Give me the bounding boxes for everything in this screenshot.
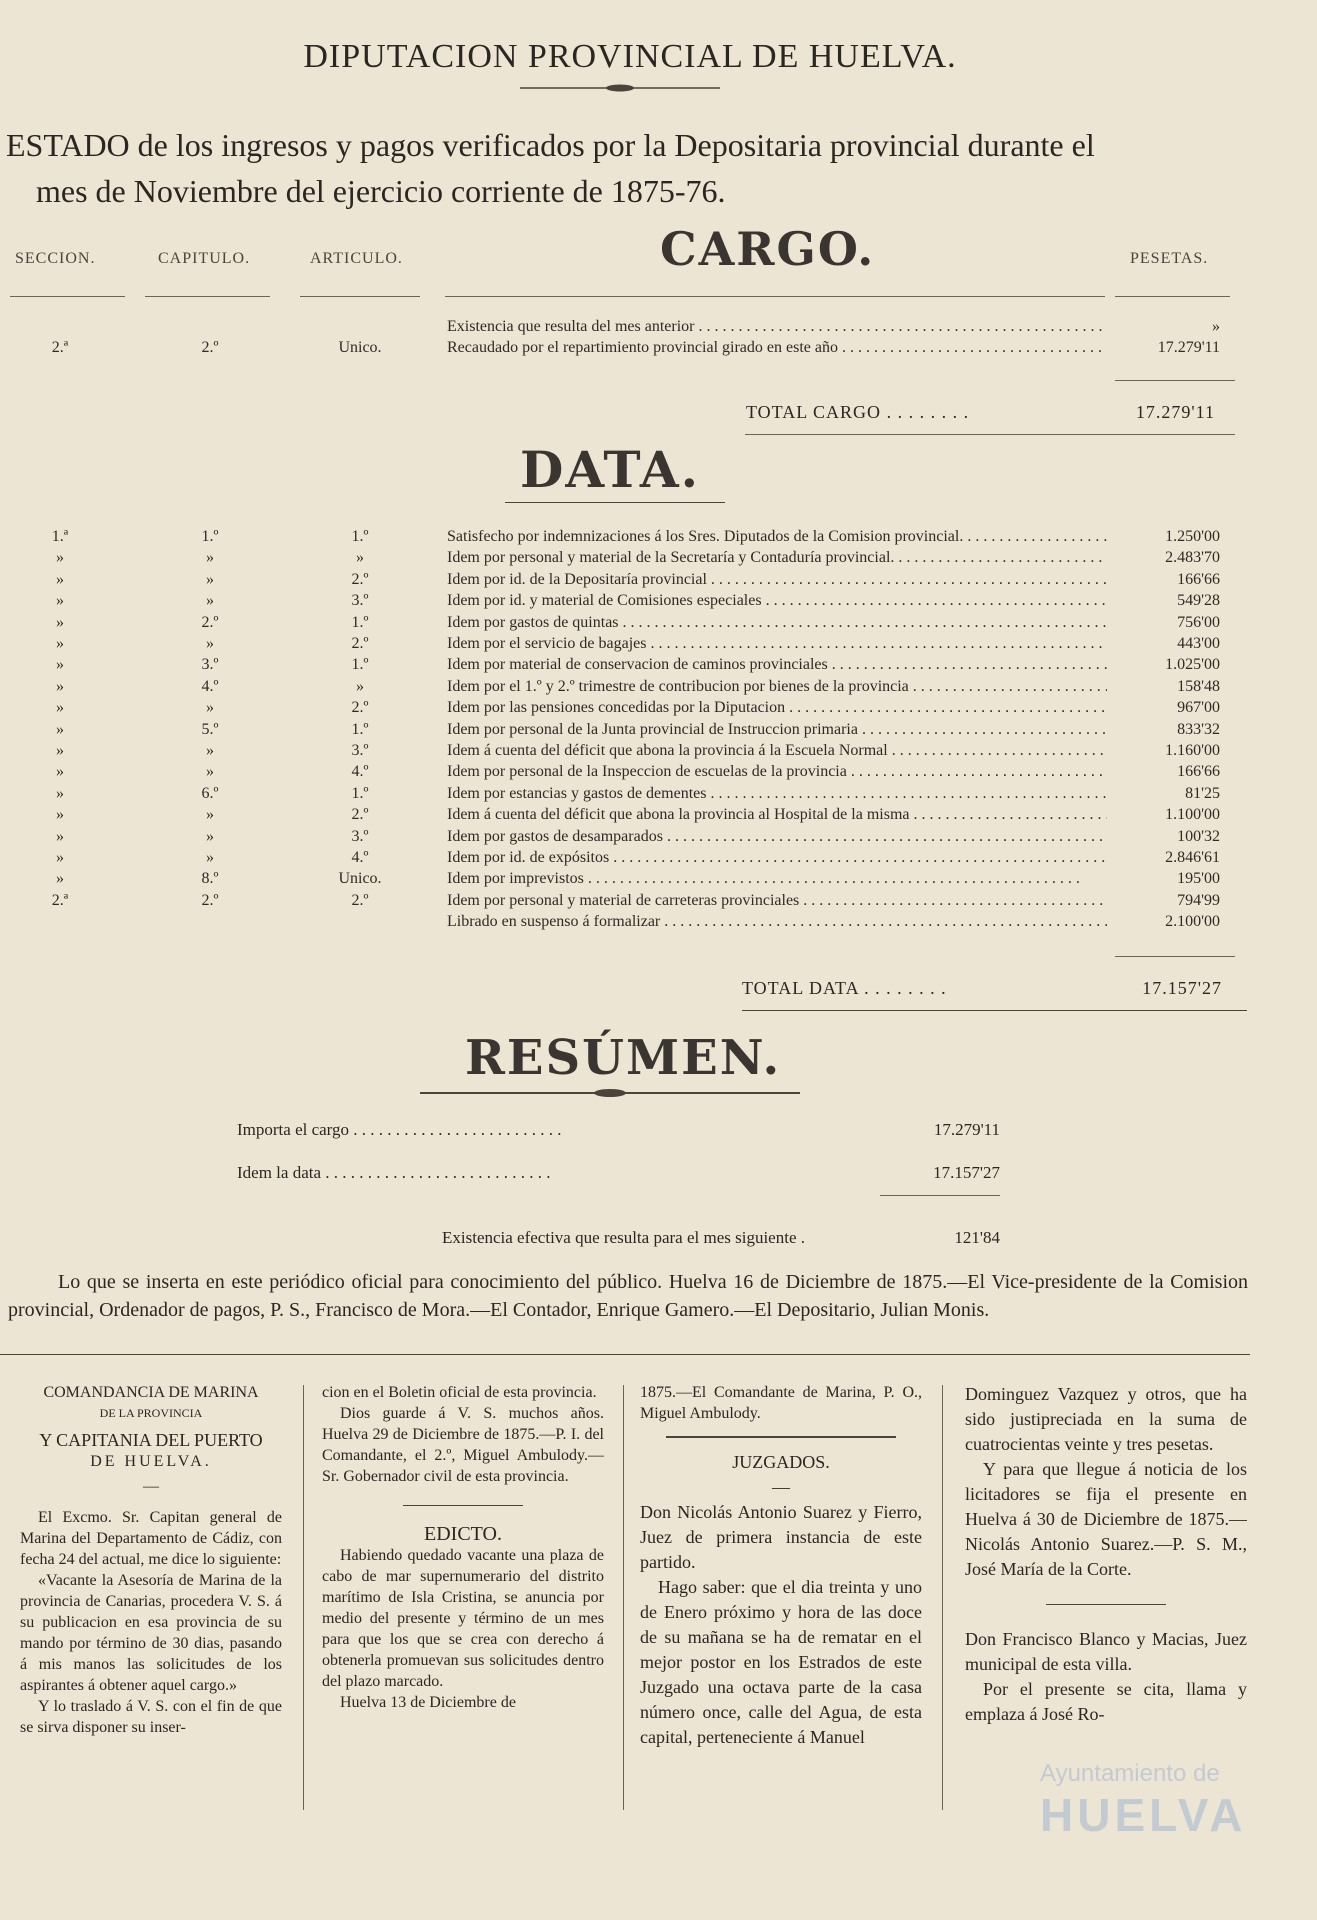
cell-amount: 756'00	[1177, 613, 1220, 631]
col1-head4: DE HUELVA.	[90, 1453, 212, 1470]
total-cargo-value: 17.279'11	[1135, 402, 1215, 422]
cell-description: Idem por id. y material de Comisiones especiales . . .	[447, 592, 1107, 610]
cell-seccion: »	[56, 635, 64, 652]
cell-description: Idem por id. de expósitos . . .	[447, 849, 1107, 867]
sum-rule	[880, 1195, 1000, 1196]
total-data-label: TOTAL DATA . . . . . . . .	[742, 978, 947, 998]
cell-amount: 1.025'00	[1165, 656, 1220, 674]
cell-amount: 1.250'00	[1165, 528, 1220, 545]
cell-seccion: »	[56, 742, 64, 759]
cell-seccion: »	[56, 613, 64, 631]
cell-description: Idem por imprevistos . . .	[447, 870, 1107, 888]
col-header-capitulo: CAPITULO.	[158, 250, 251, 267]
edicto-heading: EDICTO.	[424, 1523, 502, 1545]
cargo-title: CARGO.	[660, 222, 876, 276]
cell-description: Idem á cuenta del déficit que abona la provincia á la Escuela Normal . . .	[447, 742, 1107, 760]
report-heading-line1: ESTADO de los ingresos y pagos verificados por la Depositaria provincial durante el	[6, 127, 1095, 163]
cell-articulo: 1.º	[351, 528, 369, 545]
col-header-pesetas: PESETAS.	[1130, 250, 1209, 267]
column-divider	[942, 1385, 943, 1810]
cell-description: Idem por material de conservacion de caminos provinciales . . .	[447, 656, 1107, 674]
ornament-divider	[420, 1088, 800, 1098]
cell-description: Idem por gastos de desamparados . . .	[447, 828, 1107, 846]
cell-description: Librado en suspenso á formalizar . . .	[447, 913, 1107, 931]
resumen-data-value: 17.157'27	[933, 1163, 1000, 1182]
col-header-articulo: ARTICULO.	[310, 250, 403, 267]
cell-capitulo: »	[206, 849, 214, 866]
page-title: DIPUTACION PROVINCIAL DE HUELVA.	[303, 38, 957, 75]
col2-paragraph: Dios guarde á V. S. muchos años. Huelva 29 de Diciembre de 1875.—P. I. del Comandante, el 2.º, Miguel Ambulody.—Sr. Gobernador civil de esta provincia.	[322, 1405, 604, 1485]
cell-seccion: »	[56, 827, 64, 845]
cell-articulo: 3.º	[351, 827, 369, 845]
cell-description: Satisfecho por indemnizaciones á los Sres. Diputados de la Comision provincial. . . .	[447, 528, 1107, 546]
total-rule	[742, 1010, 1247, 1011]
cell-seccion: »	[56, 570, 64, 588]
col4-paragraph: Don Francisco Blanco y Macias, Juez municipal de esta villa.	[965, 1629, 1247, 1674]
cell-seccion: »	[56, 720, 64, 738]
cell-capitulo: »	[206, 570, 214, 588]
cell-description: Idem por el servicio de bagajes . . .	[447, 635, 1107, 653]
cell-articulo: 3.º	[351, 592, 369, 610]
cell-description: Idem por las pensiones concedidas por la Diputacion . . .	[447, 699, 1107, 717]
cell-amount: 166'66	[1177, 570, 1220, 588]
cell-capitulo: 3.º	[201, 656, 219, 674]
col3-paragraph: Don Nicolás Antonio Suarez y Fierro, Juez de primera instancia de este partido.	[640, 1502, 922, 1572]
cell-articulo: »	[356, 677, 364, 695]
total-cargo-label: TOTAL CARGO . . . . . . . .	[746, 402, 970, 422]
cell-amount: 794'99	[1177, 891, 1220, 909]
total-data-value: 17.157'27	[1142, 978, 1222, 998]
cell-articulo: 2.º	[351, 806, 369, 824]
sum-rule	[1115, 956, 1235, 957]
section-rule	[0, 1354, 1250, 1355]
cell-capitulo: »	[206, 763, 214, 781]
resumen-existencia-label: Existencia efectiva que resulta para el mes siguiente .	[442, 1228, 805, 1247]
cell-seccion: »	[56, 763, 64, 781]
cell-capitulo: 6.º	[201, 784, 219, 802]
cell-description: Idem por id. de la Depositaría provincial . . .	[447, 571, 1107, 589]
cell-seccion: »	[56, 677, 64, 695]
data-title: DATA.	[520, 440, 701, 499]
cell-articulo: 1.º	[351, 656, 369, 674]
col1-paragraph: Y lo traslado á V. S. con el fin de que se sirva disponer su inser-	[20, 1698, 282, 1736]
cell-amount: 1.160'00	[1165, 742, 1220, 759]
cell-amount: 443'00	[1177, 635, 1220, 652]
cell-description: Idem por personal de la Inspeccion de escuelas de la provincia . . .	[447, 763, 1107, 781]
cell-articulo: 2.º	[351, 891, 369, 909]
cell-description: Idem á cuenta del déficit que abona la provincia al Hospital de la misma . . .	[447, 806, 1107, 824]
col1-paragraph: El Excmo. Sr. Capitan general de Marina del Departamento de Cádiz, con fecha 24 del actual, me dice lo siguiente:	[20, 1509, 282, 1568]
cell-amount: 1.100'00	[1165, 806, 1220, 824]
cell-seccion: »	[56, 784, 64, 802]
cell-amount: 81'25	[1185, 784, 1220, 802]
cell-seccion: »	[56, 849, 64, 866]
cell-capitulo: 8.º	[201, 870, 219, 888]
cell-capitulo: 2.º	[201, 891, 219, 909]
total-rule	[745, 434, 1235, 435]
cell-description: Idem por personal de la Junta provincial de Instruccion primaria . . .	[447, 721, 1107, 739]
cell-articulo: 3.º	[351, 742, 369, 759]
col2-paragraph: Habiendo quedado vacante una plaza de cabo de mar supernumerario del distrito marítimo de Isla Cristina, se anuncia por medio del presente y término de un mes para que los que se crea con derecho á obtenerla promuevan sus solicitudes dentro del plazo marcado.	[322, 1547, 604, 1690]
col2-paragraph: Huelva 13 de Diciembre de	[340, 1694, 516, 1711]
cell-articulo: 1.º	[351, 613, 369, 631]
cell-capitulo: 2.º	[201, 339, 219, 356]
cell-description: Idem por personal y material de carreteras provinciales . . .	[447, 892, 1107, 910]
cell-articulo: 2.º	[351, 699, 369, 717]
cell-seccion: »	[56, 699, 64, 717]
cell-amount: 2.483'70	[1165, 549, 1220, 567]
col2-paragraph: cion en el Boletin oficial de esta provincia.	[322, 1384, 597, 1401]
cell-capitulo: »	[206, 806, 214, 824]
col1-head1: COMANDANCIA DE MARINA	[43, 1384, 259, 1401]
cell-articulo: 2.º	[351, 570, 369, 588]
cell-amount: 967'00	[1177, 699, 1220, 717]
col-rule	[445, 296, 1105, 297]
cell-capitulo: »	[206, 699, 214, 717]
cell-amount: 100'32	[1177, 827, 1220, 845]
cell-articulo: 4.º	[351, 849, 369, 866]
cell-articulo: Unico.	[338, 339, 382, 356]
sum-rule	[1115, 380, 1235, 381]
col1-head3: Y CAPITANIA DEL PUERTO	[39, 1430, 263, 1450]
col3-paragraph: Hago saber: que el dia treinta y uno de Enero próximo y hora de las doce de su mañana se ha de rematar en el mejor postor en los Estrados de este Juzgado una octava parte de la casa número once, calle del Agua, de esta capital, perteneciente á Manuel	[640, 1577, 922, 1747]
cell-seccion: 2.ª	[51, 339, 69, 356]
cell-amount: 195'00	[1177, 870, 1220, 888]
title-underline	[505, 502, 725, 503]
cell-amount: 17.279'11	[1157, 339, 1220, 356]
cell-seccion: »	[56, 592, 64, 610]
col1-head2: DE LA PROVINCIA	[99, 1406, 203, 1420]
cell-amount: 2.100'00	[1165, 913, 1220, 931]
juzgados-heading: JUZGADOS.	[732, 1452, 830, 1472]
cell-amount: 2.846'61	[1165, 849, 1220, 866]
col4-paragraph: Y para que llegue á noticia de los licitadores se fija el presente en Huelva á 30 de Diciembre de 1875.—Nicolás Antonio Suarez.—P. S. M., José María de la Corte.	[965, 1459, 1247, 1579]
column-2	[322, 1382, 604, 1822]
column-divider	[623, 1385, 624, 1810]
col-rule	[300, 296, 420, 297]
cell-seccion: »	[56, 870, 64, 888]
report-heading-line2: mes de Noviembre del ejercicio corriente de 1875-76.	[36, 173, 726, 209]
cell-seccion: 1.ª	[51, 528, 69, 545]
cell-capitulo: 5.º	[201, 720, 219, 738]
report-heading	[6, 122, 1256, 214]
cell-articulo: »	[356, 549, 364, 567]
column-4	[965, 1382, 1247, 1822]
cell-description: Idem por estancias y gastos de dementes . . .	[447, 785, 1107, 803]
cell-amount: 166'66	[1177, 763, 1220, 781]
column-3: 1875.—El Comandante de Marina, P. O., Miguel Ambulody. JUZGADOS. — Don Nicolás Antonio Suarez y Fierro, Juez de primera instancia de este partido. Hago saber: que el dia treinta y uno de Enero próximo y hora de las doce de su mañana se ha de rematar en el mejor postor en los Estrados de este Juzgado una octava parte de la casa número once, calle del Agua, de esta capital, perteneciente á Manuel	[640, 1382, 922, 1822]
col-rule	[145, 296, 270, 297]
closing-paragraph: Lo que se inserta en este periódico oficial para conocimiento del público. Huelva 16 de Diciembre de 1875.—El Vice-presidente de la Comision provincial, Ordenador de pagos, P. S., Francisco de Mora.—El Contador, Enrique Gamero.—El Depositario, Julian Monis.	[8, 1271, 1248, 1321]
watermark-logo: Ayuntamiento de HUELVA	[1040, 1760, 1247, 1841]
cell-articulo: Unico.	[338, 870, 382, 888]
resumen-cargo-value: 17.279'11	[933, 1120, 1000, 1139]
cell-description: Recaudado por el repartimiento provincial girado en este año . . .	[447, 339, 1107, 357]
cell-articulo: 4.º	[351, 763, 369, 781]
resumen-title: RESÚMEN.	[465, 1030, 782, 1086]
resumen-cargo-label: Importa el cargo . . . . . . . . . . . . . . . . . . . . . . . . .	[237, 1120, 562, 1139]
cell-amount: 549'28	[1177, 592, 1220, 610]
cell-seccion: »	[56, 656, 64, 674]
cell-amount: »	[1212, 318, 1220, 335]
cell-capitulo: »	[206, 549, 214, 567]
cell-description: Existencia que resulta del mes anterior . . .	[447, 318, 1107, 336]
cell-articulo: 1.º	[351, 720, 369, 738]
col-rule	[10, 296, 125, 297]
col-header-seccion: SECCION.	[15, 250, 96, 267]
cell-capitulo: »	[206, 827, 214, 845]
cell-capitulo: 1.º	[201, 528, 219, 545]
cell-capitulo: 4.º	[201, 677, 219, 695]
cell-capitulo: »	[206, 592, 214, 610]
col4-paragraph: Por el presente se cita, llama y emplaza á José Ro-	[965, 1679, 1247, 1724]
cell-capitulo: 2.º	[201, 613, 219, 631]
cell-seccion: 2.ª	[51, 891, 69, 909]
cell-description: Idem por personal y material de la Secretaría y Contaduría provincial. . . .	[447, 549, 1107, 567]
cell-description: Idem por gastos de quintas . . .	[447, 614, 1107, 632]
cell-seccion: »	[56, 806, 64, 824]
column-divider	[303, 1385, 304, 1810]
cell-amount: 833'32	[1177, 720, 1220, 738]
cell-capitulo: »	[206, 635, 214, 652]
resumen-data-label: Idem la data . . . . . . . . . . . . . . . . . . . . . . . . . . .	[237, 1163, 551, 1182]
col3-paragraph: 1875.—El Comandante de Marina, P. O., Miguel Ambulody.	[640, 1384, 922, 1422]
ornament-divider	[520, 84, 720, 92]
col1-paragraph: «Vacante la Asesoría de Marina de la provincia de Canarias, procedera V. S. á su publicacion en esa provincia de su mando por término de 30 dias, pasando á mis manos las solicitudes de los aspirantes á obtener aquel cargo.»	[20, 1572, 282, 1694]
cell-amount: 158'48	[1177, 677, 1220, 695]
cell-capitulo: »	[206, 742, 214, 759]
cell-seccion: »	[56, 549, 64, 567]
col4-paragraph: Dominguez Vazquez y otros, que ha sido justipreciada en la suma de cuatrocientas veinte y tres pesetas.	[965, 1384, 1247, 1454]
cell-articulo: 2.º	[351, 635, 369, 652]
resumen-existencia-value: 121'84	[954, 1228, 1000, 1247]
column-1: COMANDANCIA DE MARINA DE LA PROVINCIA Y CAPITANIA DEL PUERTO DE HUELVA. — El Excmo. Sr. Capitan general de Marina del Departamento de Cádiz, con fecha 24 del actual, me dice lo siguiente: «Vacante la Asesoría de Marina de la provincia de Canarias, procedera V. S. á su publicacion en esa provincia de su mando por término de 30 dias, pasando á mis manos las solicitudes de los aspirantes á obtener aquel cargo.» Y lo traslado á V. S. con el fin de que se sirva disponer su inser-	[20, 1384, 282, 1736]
cell-description: Idem por el 1.º y 2.º trimestre de contribucion por bienes de la provincia . . .	[447, 678, 1107, 696]
col-rule	[1115, 296, 1230, 297]
cell-articulo: 1.º	[351, 784, 369, 802]
